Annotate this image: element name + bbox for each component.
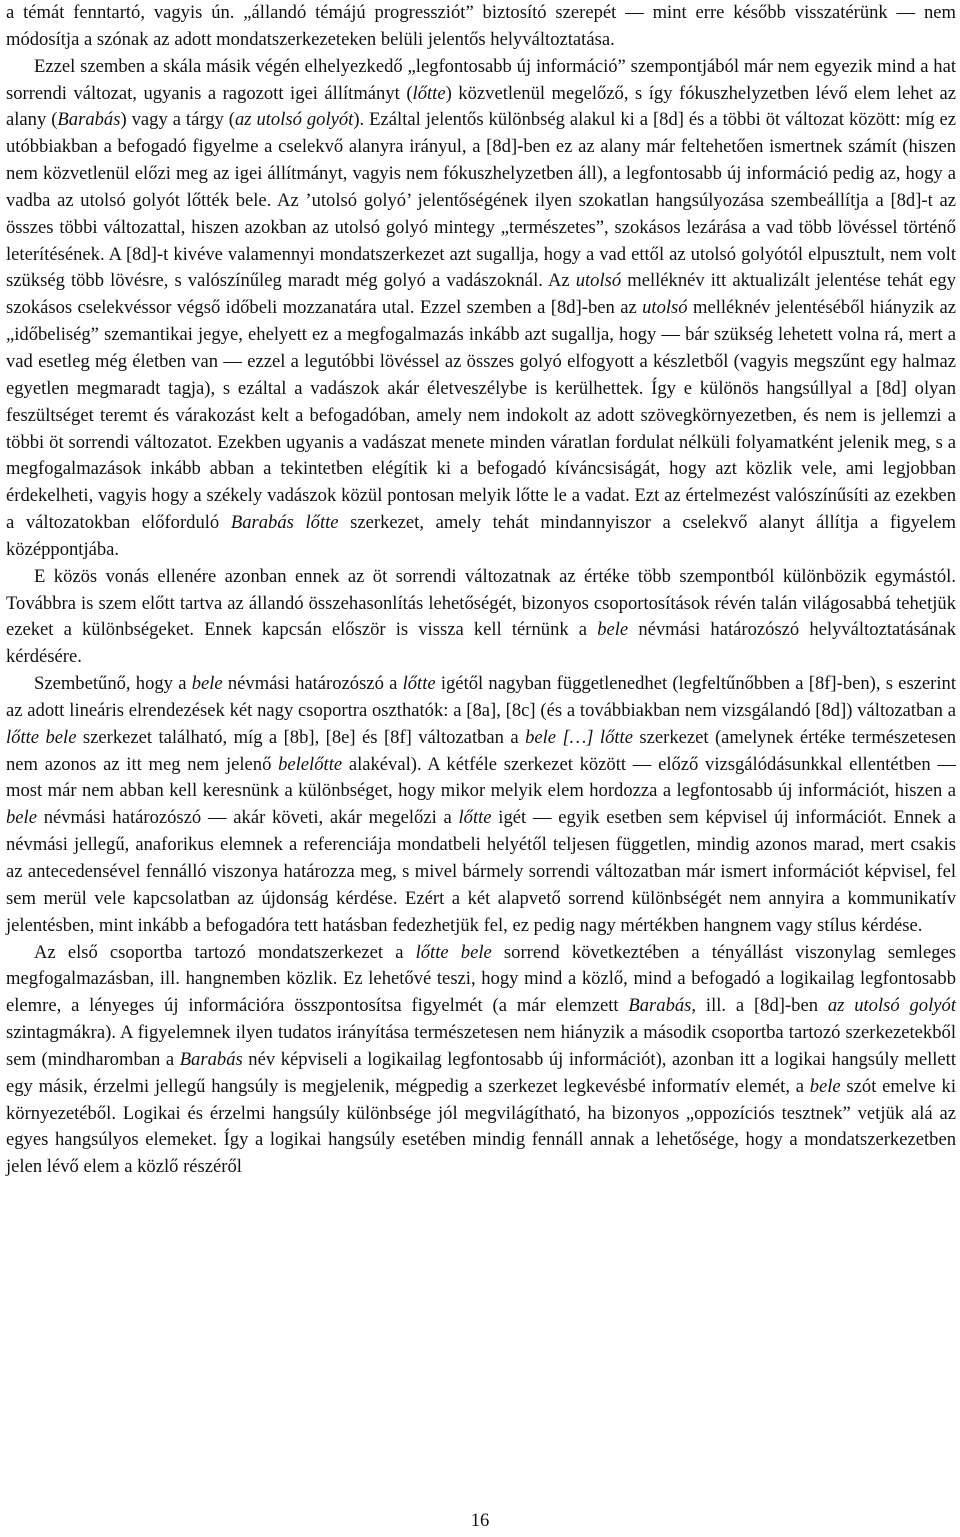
text-run: ) vagy a tárgy (	[120, 109, 235, 131]
text-run: névmási határozószó a	[222, 673, 403, 695]
text-run: névmási határozószó helyváltoztatásának kérdésére.	[6, 619, 956, 668]
text-run: sorrend következtében a tényállást viszonylag semleges megfogalmazásban, ill. hangnemben közlik. Ez lehetővé teszi, hogy mind a közlő, mind a befogadó a logikailag legfontosabb elemre, a lényeges új információra összpontosítsa figyelmét (a már elemzett	[6, 941, 956, 1017]
document-page	[6, 0, 956, 1181]
text-run: a témát fenntartó, vagyis ún. „állandó témájú progressziót” biztosító szerepét — mint erre később visszatérünk — nem módosítja a szónak az adott mondatszerkezeteken belüli jelentős helyváltoztatása.	[6, 2, 956, 50]
italic-text-run: az utolsó golyót	[827, 995, 956, 1017]
text-run: ). Ezáltal jelentős különbség alakul ki a [8d] és a többi öt változat között: míg ez utóbbiakban a befogadó figyelme a cselekvő alanyra irányul, a [8d]-ben ez az alany már feltehetően ismertnek számít (hiszen nem közvetlenül előzi meg az igei állítmányt, vagyis nem fókuszhelyzetben áll), a legfontosabb új információ pedig az, hogy a vadba az utolsó golyót lőtték bele. Az ’utolsó golyó’ jelentőségének ilyen szokatlan hangsúlyozása szembeállítja a [8d]-t az összes többi változattal, hiszen azokban az utolsó golyó mintegy „természetes”, szokásos lezárása a vad több lövéssel történő leterítésének. A [8d]-t kivéve valamennyi mondatszerkezet azt sugallja, hogy a vad ettől az utolsó golyótól elpusztult, nem volt szükség több lövésre, s valószínűleg maradt még golyó a vadászoknál. Az	[6, 109, 956, 292]
italic-text-run: lőtte	[458, 807, 492, 829]
paragraph	[6, 940, 956, 1182]
text-run: szót emelve ki környezetéből. Logikai és érzelmi hangsúly különbsége jól megvilágítható, ha bizonyos „oppozíciós tesztnek” vetjük alá az egyes hangsúlyos elemeket. Így a logikai hangsúly esetében mindig fennáll annak a lehetősége, hogy a mondatszerkezetben jelen lévő elem a közlő részéről	[6, 1075, 956, 1178]
text-run: szerkezet található, míg a [8b], [8e] és [8f] változatban a	[76, 726, 526, 748]
text-run: szerkezet (amelynek értéke természetesen nem azonos az itt meg nem jelenő	[6, 726, 957, 775]
text-run: E közös vonás ellenére azonban ennek az öt sorrendi változatnak az értéke több szempontból különbözik egymástól. Továbbra is szem előtt tartva az állandó összehasonlítás lehetőségét, bizonyos csoportosítások révén talán világosabbá tehetjük ezeket a különbségeket. Ennek kapcsán először is vissza kell térnünk a	[6, 565, 956, 641]
text-run: , ill. a [8d]-ben	[691, 995, 828, 1017]
text-run: Szembetűnő, hogy a	[34, 673, 192, 695]
text-run: név képviseli a logikailag legfontosabb új információt), azonban itt a logikai hangsúly mellett egy másik, érzelmi jellegű hangsúly is megjelenik, mégpedig a szerkezet legkevésbé informatív elemét, a	[6, 1048, 956, 1097]
italic-text-run: lőtte bele	[6, 726, 77, 748]
italic-text-run: utolsó	[575, 270, 622, 292]
italic-text-run: Barabás	[57, 109, 121, 131]
text-run: igét — egyik esetben sem képvisel új információt. Ennek a névmási jellegű, anaforikus elemnek a referenciája mondatbeli helyétől teljesen független, mindig azonos marad, mert csakis az antecedensével fennálló viszonya határozza meg, s mivel bármely sorrendi változatban már ismert információt képvisel, fel sem merül vele kapcsolatban az újdonság kérdése. Ezért a két alapvető sorrend különbségét nem annyira a kommunikatív jelentésben, mint inkább a befogadóra tett hatásban fedezhetjük fel, ez pedig nagy mértékben hangnem vagy stílus kérdése.	[6, 807, 956, 936]
italic-text-run: lőtte	[412, 82, 446, 104]
text-run: melléknév itt aktualizált jelentése tehát egy szokásos cselekvéssor végső időbeli mozzanatára utal. Ezzel szemben a [8d]-ben az	[6, 270, 956, 319]
italic-text-run: utolsó	[642, 297, 688, 319]
text-run: Ezzel szemben a skála másik végén elhelyezkedő „legfontosabb új információ” szempontjából már nem egyezik mind a hat sorrendi változat, ugyanis a ragozott igei állítmányt (	[6, 55, 956, 104]
paragraph	[6, 671, 956, 939]
italic-text-run: Barabás	[179, 1048, 243, 1070]
paragraph	[6, 564, 956, 671]
paragraph	[6, 54, 956, 564]
italic-text-run: bele […] lőtte	[525, 726, 633, 748]
italic-text-run: bele	[597, 619, 629, 641]
paragraph	[6, 0, 956, 54]
italic-text-run: bele	[809, 1075, 841, 1097]
text-run: névmási határozószó — akár követi, akár megelőzi a	[36, 807, 459, 829]
italic-text-run: bele	[6, 807, 37, 829]
text-run: ) közvetlenül megelőző, s így fókuszhelyzetben lévő elem lehet az alany (	[6, 82, 956, 131]
text-run: szintagmákra). A figyelemnek ilyen tudatos irányítása természetesen nem hiányzik a második csoportba tartozó szerkezetekből sem (mindharomban a	[6, 1022, 956, 1070]
body-text	[6, 0, 956, 1181]
text-run: igétől nagyban függetlenedhet (legfeltűnőbben a [8f]-ben), s eszerint az adott lineáris elrendezések két nagy csoportra oszthatók: a [8a], [8c] (és a továbbiakban nem vizsgálandó [8d]) változatban a	[6, 673, 957, 721]
page-number: 16	[470, 1510, 490, 1531]
italic-text-run: Barabás lőtte	[230, 512, 339, 534]
text-run: szerkezet, amely tehát mindannyiszor a cselekvő alanyt állítja a figyelem középpontjába.	[6, 512, 956, 560]
italic-text-run: lőtte	[402, 673, 436, 695]
italic-text-run: az utolsó golyót	[234, 109, 354, 131]
italic-text-run: Barabás	[628, 995, 692, 1017]
text-run: Az első csoportba tartozó mondatszerkezet a	[34, 941, 416, 963]
italic-text-run: lőtte bele	[415, 941, 492, 963]
text-run: melléknév jelentéséből hiányzik az „időbeliség” szemantikai jegye, ehelyett ez a megfogalmazás inkább azt sugallja, hogy — bár szükség lehetett volna rá, mert a vad esetleg még életben van — ezzel a legutóbbi lövéssel az összes golyó elfogyott a készletből (vagyis megszűnt egy halmaz egyetlen megmaradt tagja), s ezáltal a vadászok akár életveszélybe is kerülhettek. Így e különös hangsúllyal a [8d] olyan feszültséget teremt és várakozást kelt a befogadóban, amely nem indokolt az adott szövegkörnyezetben, és nem is jellemzi a többi öt sorrendi változatot. Ezekben ugyanis a vadászat menete minden váratlan fordulat nélküli folyamatként jelenik meg, s a megfogalmazások inkább abban a tekintetben elégítik ki a befogadó kíváncsiságát, hogy azt közlik vele, ami legjobban érdekelheti, vagyis hogy a székely vadászok közül pontosan melyik lőtte le a vadat. Ezt az értelmezést valószínűsíti az ezekben a változatokban előforduló	[6, 297, 956, 534]
italic-text-run: belelőtte	[278, 753, 343, 775]
italic-text-run: bele	[191, 673, 223, 695]
text-run: alakéval). A kétféle szerkezet között — előző vizsgálódásunkkal ellentétben — most már nem abban kell keresnünk a különbséget, hogy mikor melyik elem hordozza a legfontosabb új információt, hiszen a	[6, 753, 956, 802]
